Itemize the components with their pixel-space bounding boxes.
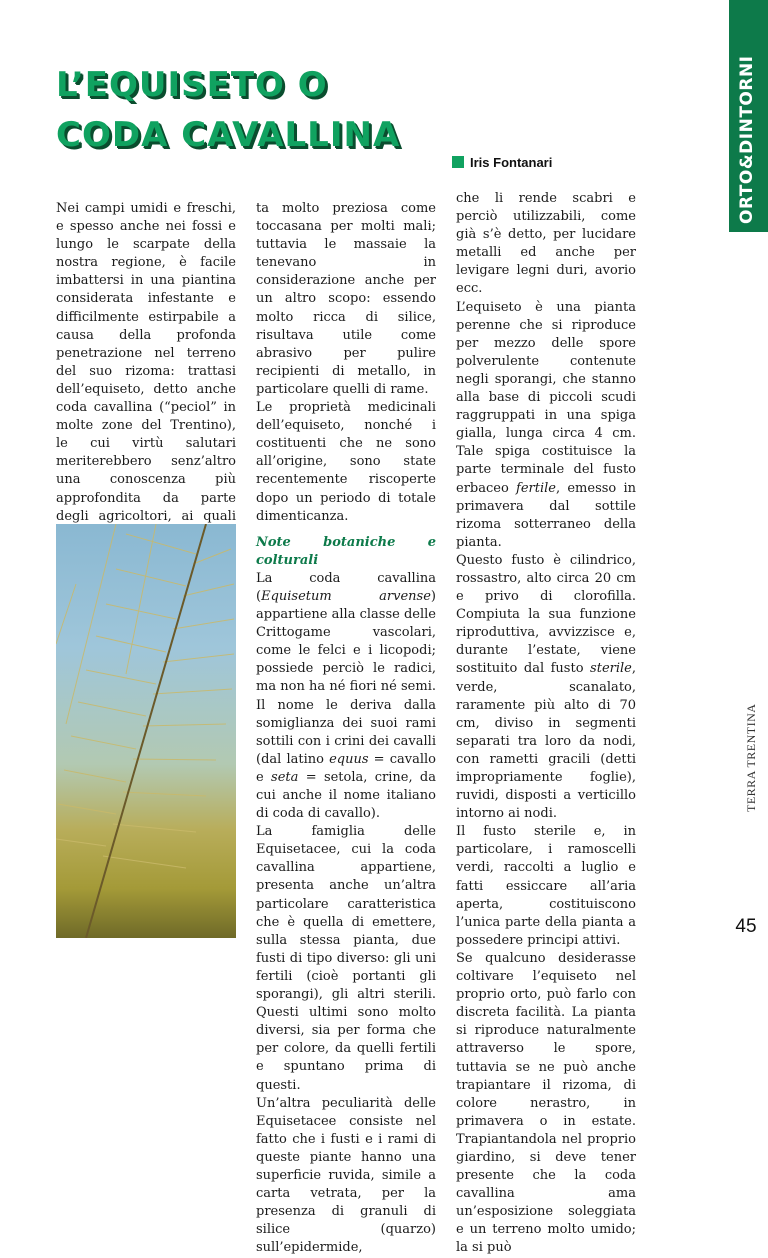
paragraph: Questo fusto è cilindrico, rossastro, alto circa 20 cm e privo di clorofilla. Compiuta la sua funzione riproduttiva, avvizzisce e, durante l’estate, viene sostituito dal fusto sterile, verde, scanalato, raramente più alto di 70 cm, diviso in segmenti separati tra loro da nodi, con rametti gracili (detti impropriamente foglie), ruvidi, disposti a verticillo intorno ai nodi. — [456, 552, 636, 822]
title-line-1: L’EQUISETO O — [56, 65, 328, 105]
author-byline — [452, 154, 552, 170]
paragraph: Se qualcuno desiderasse coltivare l’equiseto nel proprio orto, può farlo con discreta facilità. La pianta si riproduce naturalmente attraverso le spore, tuttavia se ne può anche trapiantare il rizoma, di colore nerastro, in primavera o in estate. Trapiantandola nel proprio giardino, si deve tener presente che la coda cavallina ama un’esposizione soleggiata e un terreno molto umido; la si può — [456, 950, 636, 1256]
paragraph: La famiglia delle Equisetacee, cui la coda cavallina appartiene, presenta anche un’altra particolare caratteristica che è quella di emettere, sulla stessa pianta, due fusti di tipo diverso: gli uni fertili (cioè portanti gli sporangi), gli altri sterili. Questi ultimi sono molto diversi, sia per forma che per colore, da quelli fertili e spuntano prima di questi. — [256, 824, 436, 1093]
author-name: Iris Fontanari — [470, 154, 553, 170]
page-number: 45 — [735, 916, 757, 937]
text-column-2 — [256, 200, 436, 1257]
paragraph: ta molto preziosa come toccasana per molti mali; tuttavia le massaie la tenevano in considerazione anche per un altro scopo: essendo molto ricca di silice, risultava utile come abrasivo per pulire recipienti di metallo, in particolare quelli di rame. — [256, 201, 436, 397]
article-title — [56, 60, 456, 160]
paragraph: Le proprietà medicinali dell’equiseto, nonché i costituenti che ne sono all’origine, sono state recentemente riscoperte dopo un periodo di totale dimenticanza. — [256, 400, 436, 524]
paragraph: La coda cavallina (Equisetum arvense) appartiene alla classe delle Crittogame vascolari, come le felci e i licopodi; possiede perciò le radici, ma non ha né fiori né semi. Il nome le deriva dalla somiglianza dei suoi rami sottili con i crini dei cavalli (dal latino equus = cavallo e seta = setola, crine, da cui anche il nome italiano di coda di cavallo). — [256, 570, 436, 822]
text-column-3 — [456, 190, 636, 1258]
green-square-icon — [452, 156, 464, 168]
paragraph: Un’altra peculiarità delle Equisetacee consiste nel fatto che i fusti e i rami di queste piante hanno una superficie ruvida, simile a carta vetrata, per la presenza di granuli di silice (quarzo) sull’epidermide, — [256, 1095, 436, 1256]
paragraph: Il fusto sterile e, in particolare, i ramoscelli verdi, raccolti a luglio e fatti essiccare all’aria aperta, costituiscono l’unica parte della pianta a possedere principi attivi. — [456, 824, 636, 948]
paragraph: L’equiseto è una pianta perenne che si riproduce per mezzo delle spore polverulente contenute negli sporangi, che stanno alla base di piccoli scudi raggruppati in una spiga gialla, lunga circa 4 cm. Tale spiga costituisce la parte terminale del fusto erbaceo fertile, emesso in primavera dal sottile rizoma sotterraneo della pianta. — [456, 299, 637, 550]
horsetail-plant-illustration — [56, 524, 236, 938]
section-heading: Note botaniche e colturali — [256, 534, 436, 568]
horsetail-photo — [56, 524, 236, 938]
paragraph: Nei campi umidi e freschi, e spesso anche nei fossi e lungo le scarpate della nostra regione, è facile imbattersi in una piantina considerata infestante e difficilmente estirpabile a causa della profonda penetrazione nel terreno del suo rizoma: trattasi dell’equiseto, detto anche coda cavallina (“peciol” in molte zone del Trentino), le cui virtù salutari meriterebbero senz’altro una conoscenza più approfondita da parte degli agricoltori, ai quali — [56, 201, 236, 524]
paragraph: che li rende scabri e perciò utilizzabili, come già s’è detto, per lucidare metalli ed anche per levigare legni duri, avorio ecc. — [456, 191, 636, 297]
section-tab: ORTO&DINTORNI — [729, 0, 768, 232]
title-line-2: CODA CAVALLINA — [56, 115, 401, 155]
